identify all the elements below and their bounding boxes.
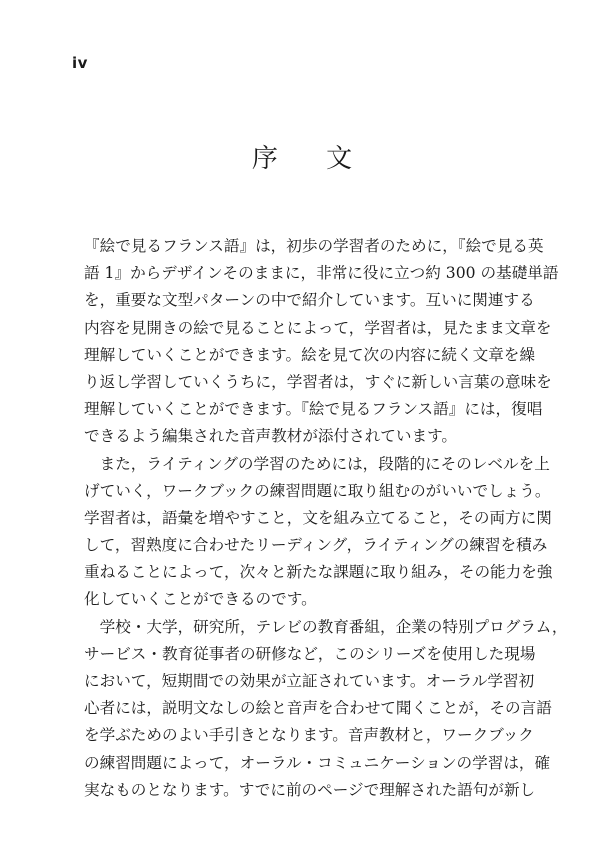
paragraph-2: [84, 451, 553, 614]
text-line: 理解していくことができます。『絵で見るフランス語』には，復唱: [84, 400, 543, 419]
text-line: 理解していくことができます。絵を見て次の内容に続く文章を繰: [84, 345, 535, 364]
page-title: 序 文: [251, 144, 373, 174]
text-line: を，重要な文型パターンの中で紹介しています。互いに関連する: [84, 291, 535, 310]
text-line: して，習熟度に合わせたリーディング，ライティングの練習を積み: [84, 536, 548, 555]
text-line: サービス・教育従事者の研修など，このシリーズを使用した現場: [84, 644, 536, 663]
text-line: できるよう編集された音声教材が添付されています。: [84, 427, 458, 446]
text-line: の練習問題によって，オーラル・コミュニケーションの学習は，確: [84, 753, 551, 772]
text-line: 重ねることによって，次々と新たな課題に取り組み，その能力を強: [84, 563, 553, 582]
text-line: 学習者は，語彙を増やすこと，文を組み立てること，その両方に関: [84, 508, 552, 527]
text-line: 化していくことができるのです。: [84, 590, 317, 609]
text-line: を学ぶためのよい手引きとなります。音声教材と，ワークブック: [84, 726, 534, 745]
text-line: 実なものとなります。すでに前のページで理解された語句が新し: [84, 780, 536, 799]
page-number: iv: [72, 54, 88, 72]
text-line: また，ライティングの学習のためには，段階的にそのレベルを上: [84, 454, 550, 473]
text-line: 『絵で見るフランス語』は，初歩の学習者のために，『絵で見る英: [84, 237, 544, 255]
text-line: 語 1』からデザインそのままに，非常に役に立つ約 300 の基礎単語: [84, 264, 559, 283]
paragraph-3: [84, 614, 568, 804]
text-line: 内容を見開きの絵で見ることによって，学習者は，見たまま文章を: [84, 318, 552, 337]
text-line: 学校・大学，研究所，テレビの教育番組，企業の特別プログラム，: [84, 617, 568, 636]
paragraph-1: [84, 233, 559, 451]
body-text: [84, 233, 568, 804]
text-line: 心者には，説明文なしの絵と音声を合わせて聞くことが，その言語: [84, 699, 552, 718]
text-line: げていく，ワークブックの練習問題に取り組むのがいいでしょう。: [84, 481, 551, 500]
text-line: において，短期間での効果が立証されています。オーラル学習初: [84, 672, 535, 690]
text-line: り返し学習していくうちに，学習者は，すぐに新しい言葉の意味を: [84, 372, 552, 391]
